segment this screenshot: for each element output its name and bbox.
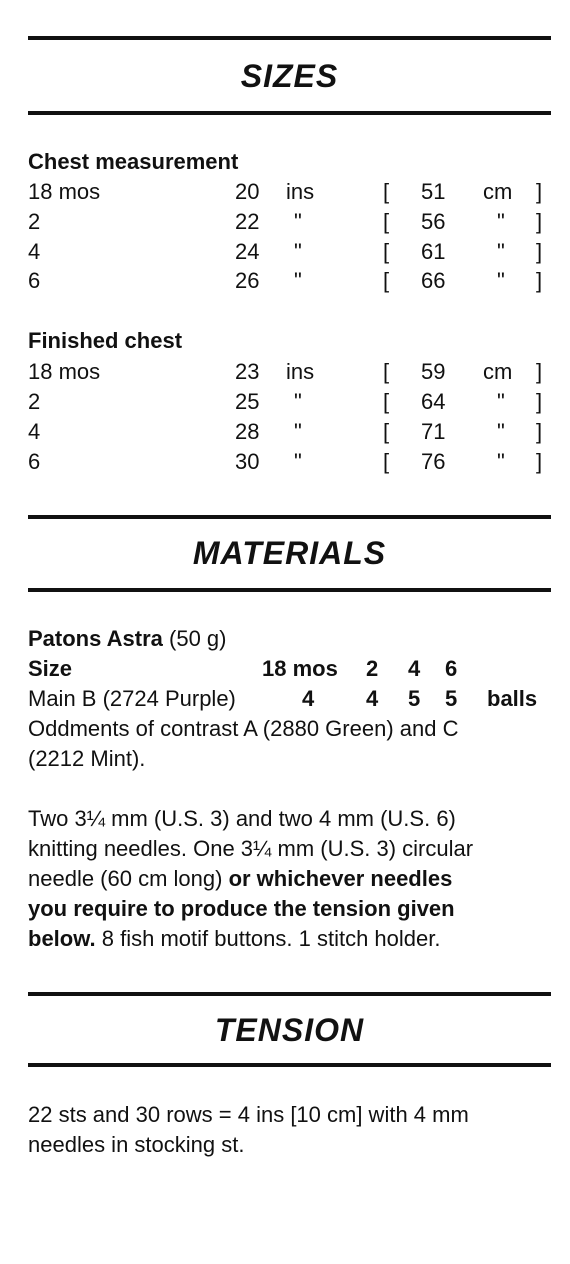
ins-unit: " — [294, 239, 302, 264]
chest-measurement-title: Chest measurement — [28, 149, 239, 174]
ins-value: 30 — [235, 449, 260, 474]
oddments-paragraph — [28, 714, 558, 774]
finished-row — [28, 447, 551, 477]
balls-unit: balls — [487, 686, 538, 711]
cm-unit: " — [497, 449, 505, 474]
size-label: 6 — [28, 268, 41, 293]
cm-value: 64 — [421, 389, 446, 414]
right-bracket: ] — [536, 209, 543, 234]
size-label: 2 — [28, 389, 41, 414]
size-label: 4 — [28, 239, 41, 264]
size-label: 6 — [28, 449, 41, 474]
tension-rule — [28, 1063, 551, 1067]
cm-value: 61 — [421, 239, 446, 264]
chest-row — [28, 207, 551, 237]
needles-line: Two 3¼ mm (U.S. 3) and two 4 mm (U.S. 6) — [28, 806, 456, 831]
cm-value: 76 — [421, 449, 446, 474]
right-bracket: ] — [536, 389, 543, 414]
ins-value: 28 — [235, 419, 260, 444]
needles-line: knitting needles. One 3¼ mm (U.S. 3) circular — [28, 836, 474, 861]
right-bracket: ] — [536, 239, 543, 264]
size-col: 18 mos — [262, 656, 338, 681]
balls-value: 4 — [302, 686, 315, 711]
ins-value: 22 — [235, 209, 260, 234]
left-bracket: [ — [383, 449, 390, 474]
size-col: 4 — [408, 656, 421, 681]
tension-top-rule — [28, 992, 551, 996]
ins-unit: " — [294, 419, 302, 444]
ins-value: 26 — [235, 268, 260, 293]
sizes-rule — [28, 111, 551, 115]
tension-line: needles in stocking st. — [28, 1132, 245, 1157]
yarn-name: Patons Astra — [28, 626, 163, 651]
materials-top-rule — [28, 515, 551, 519]
balls-value: 5 — [408, 686, 421, 711]
left-bracket: [ — [383, 268, 390, 293]
cm-value: 66 — [421, 268, 446, 293]
needles-line: you require to produce the tension given — [28, 896, 455, 921]
ins-unit: ins — [286, 179, 315, 204]
right-bracket: ] — [536, 359, 543, 384]
finished-chest-title: Finished chest — [28, 328, 183, 353]
cm-unit: " — [497, 389, 505, 414]
materials-heading: MATERIALS — [192, 535, 387, 571]
cm-unit: " — [497, 209, 505, 234]
needles-text: needle (60 cm long) — [28, 866, 229, 891]
tension-paragraph — [28, 1100, 558, 1160]
chest-row — [28, 237, 551, 267]
needles-bold-text: or whichever needles — [228, 866, 453, 891]
tension-heading: TENSION — [214, 1012, 365, 1048]
cm-value: 51 — [421, 179, 446, 204]
cm-value: 59 — [421, 359, 446, 384]
ins-value: 25 — [235, 389, 260, 414]
ins-value: 20 — [235, 179, 260, 204]
balls-value: 5 — [445, 686, 458, 711]
cm-unit: " — [497, 239, 505, 264]
left-bracket: [ — [383, 389, 390, 414]
finished-row — [28, 417, 551, 447]
main-label: Main B (2724 Purple) — [28, 686, 236, 711]
size-label: Size — [28, 656, 73, 681]
cm-unit: cm — [483, 179, 513, 204]
ins-unit: " — [294, 449, 302, 474]
tension-line: 22 sts and 30 rows = 4 ins [10 cm] with 4 mm — [28, 1102, 469, 1127]
chest-row — [28, 266, 551, 296]
oddments-line: (2212 Mint). — [28, 746, 146, 771]
needles-text: 8 fish motif buttons. 1 stitch holder. — [95, 926, 441, 951]
needles-paragraph — [28, 804, 558, 954]
left-bracket: [ — [383, 239, 390, 264]
cm-value: 56 — [421, 209, 446, 234]
needles-bold-text: below. — [28, 926, 96, 951]
left-bracket: [ — [383, 209, 390, 234]
size-label: 18 mos — [28, 359, 101, 384]
left-bracket: [ — [383, 359, 390, 384]
cm-unit: " — [497, 419, 505, 444]
ins-value: 24 — [235, 239, 260, 264]
ins-unit: " — [294, 268, 302, 293]
materials-rule — [28, 588, 551, 592]
top-rule — [28, 36, 551, 40]
right-bracket: ] — [536, 449, 543, 474]
needles-line — [28, 864, 558, 894]
finished-row — [28, 357, 551, 387]
left-bracket: [ — [383, 419, 390, 444]
needles-line — [28, 924, 558, 954]
size-col: 6 — [445, 656, 458, 681]
chest-row — [28, 177, 551, 207]
finished-row — [28, 387, 551, 417]
ins-unit: ins — [286, 359, 315, 384]
ins-value: 23 — [235, 359, 260, 384]
left-bracket: [ — [383, 179, 390, 204]
ins-unit: " — [294, 389, 302, 414]
ins-unit: " — [294, 209, 302, 234]
yarn-line — [28, 624, 551, 654]
main-yarn-line — [28, 684, 551, 714]
cm-value: 71 — [421, 419, 446, 444]
cm-unit: " — [497, 268, 505, 293]
size-label: 4 — [28, 419, 41, 444]
right-bracket: ] — [536, 179, 543, 204]
size-label: 18 mos — [28, 179, 101, 204]
size-col: 2 — [366, 656, 379, 681]
sizes-heading: SIZES — [240, 58, 339, 94]
size-label: 2 — [28, 209, 41, 234]
cm-unit: cm — [483, 359, 513, 384]
right-bracket: ] — [536, 268, 543, 293]
right-bracket: ] — [536, 419, 543, 444]
oddments-line: Oddments of contrast A (2880 Green) and C — [28, 716, 459, 741]
balls-value: 4 — [366, 686, 379, 711]
yarn-weight: (50 g) — [169, 626, 227, 651]
size-header-line — [28, 654, 551, 684]
